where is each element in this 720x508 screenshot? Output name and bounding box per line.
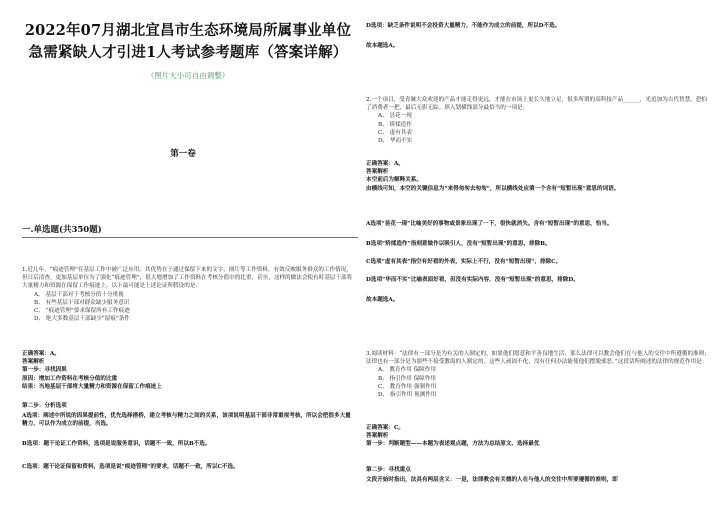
option-d: D、 华而不实: [378, 138, 413, 145]
question-1: [22, 266, 356, 323]
question-text: 3.阅读材料：“法律有一部分是为有关的人制定的，如果他们愿意和平善良地生活，那么法律可以教会他们在与他人的交往中所遵循的准则；法律也有一部分是为那些不接受教诲的人制定的，这些人顽固不化，没有任何办法能使他们摆脱邪恶。”这段话所阐述的法律的规范作用是：: [366, 351, 710, 366]
image-size-note: （图片大小可自由调整）: [146, 71, 230, 80]
step-1: 第一步：判断题型——本题为表述观点题，方法为总结原文、选择最优: [366, 441, 540, 448]
question-text: 2.一个项目，受青睐大众欢迎的产品才能走得更远，才能在市场上更长久地立足，很多所谓的高科技产品______，光追加为古代智慧，恐怕了消费者一把，最后无影无踪。填入划横线部分最恰当的一项是：: [366, 97, 707, 112]
section-divider: [22, 237, 358, 238]
analysis-d: D选项“华而不实”比喻表面好看，但没有实际内容，没有“短暂出现”的意思，排除D。: [366, 277, 579, 283]
analysis-d: D选项：缺乏条件说明不会投资大量精力，不能作为成立的前提，所以D不选。: [366, 23, 561, 29]
cause-line: 原因：增加工作资料在考核分值的比重: [22, 375, 118, 382]
step-2: 第二步：分析选项: [22, 403, 67, 409]
option-b: B、 指引作用 保障作用: [378, 375, 437, 382]
option-c: C、 “痕迹管理”要求保留所有工作痕迹: [34, 308, 130, 315]
option-a: A、 基层干部对于考核分值十分重视: [34, 291, 124, 298]
explain-line-2: 由横线可知，本空的关键信息为“来得匆匆去匆匆”，所以横线处应填一个含有“短暂出现”意思的词语。: [366, 185, 620, 192]
analysis-a: A选项“昙花一现”比喻美好的事物或景象出现了一下，很快就消失。含有“短暂出现”的意思，恰当。: [366, 221, 613, 227]
analysis-c: C选项“虚有其表”指空有好看的外表，实际上不行，没有“短暂出现”，排除C。: [366, 259, 562, 265]
answer-block-3: [366, 424, 712, 449]
analysis-c: C选项：题干论证保留和资料，选项是说“痕迹管理”的要求，话题不一致，所以C不选。: [22, 464, 239, 470]
explain-line-1: 本空前后为解释关系。: [366, 177, 422, 184]
final-answer-2: 故本题选A。: [366, 297, 399, 303]
option-a: A、 昙花一现: [378, 113, 412, 120]
answer-block-2: [366, 160, 712, 193]
option-c: C、 虚有其表: [378, 129, 413, 136]
option-b: B、 有些基层干部对群众缺少服务意识: [34, 299, 130, 306]
option-b: B、 矫揉造作: [378, 121, 412, 128]
option-a: A、 教育作用 保障作用: [378, 367, 436, 374]
explain-last-line: 文段开始时指出，法具有两层含义：一是，法律教会有关德的人在与他人的交往中所要遵循的准则，即: [366, 477, 618, 483]
question-2: [366, 96, 712, 145]
analysis-b: B选项“矫揉造作”指刻意做作以吸引人，没有“短暂出现”的意思，排除B。: [366, 241, 551, 247]
section-heading: 一.单选题(共350题): [22, 225, 102, 235]
answer-block-1: [22, 350, 356, 391]
option-d: D、 绝大多数基层干部缺少“留痕”条件: [34, 316, 130, 323]
correct-answer: 正确答案：C。: [366, 425, 405, 431]
correct-answer: 正确答案：A。: [22, 351, 60, 357]
step-2: 第二步：寻找重点: [366, 467, 411, 473]
explanation-label: 答案解析: [366, 433, 389, 440]
option-c: C、 教育作用 强制作用: [378, 383, 437, 390]
question-3: [366, 350, 712, 399]
explanation-label: 答案解析: [22, 359, 45, 366]
explanation-label: 答案解析: [366, 169, 389, 176]
option-d: D、 指引作用 预测作用: [378, 392, 437, 399]
correct-answer: 正确答案：A。: [366, 161, 404, 167]
step-1: 第一步：寻找因果: [22, 367, 67, 374]
analysis-a: A选项：阐述中所说的因果提前性，优先选择搭桥，建立考核与精力之间的关系，该项说明基层干部非常重视考核，所以会把很多大量精力，可以作为成立的前提，当选。: [22, 413, 351, 428]
final-answer-1: 故本题选A。: [366, 43, 399, 49]
analysis-b: B选项：题干论证工作资料，选项是说服务意识，话题不一致，所以B不选。: [22, 441, 211, 447]
result-line: 结果：当地基层干部将大量精力和资源在保留工作痕迹上: [22, 383, 162, 390]
question-text: 1.近几年，“痕迹管理”在基层工作中被广泛应用。其优势在于通过保留下来的文字、图片等工作资料，有效反映服务群众的工作情况，但日后清查，更加基层单位为了强化“痕迹管理”，很大地增加了工作资料在考核分值中的比重，甚至，这样的做法会使有时基层干部将大量精力和资源在保留工作痕迹上。以下最可能是上述论证所假设的是：: [22, 267, 353, 290]
document-title: 2022年07月湖北宜昌市生态环境局所属事业单位急需紧缺人才引进1人考试参考题库（答案详解）: [24, 22, 352, 61]
volume-heading: 第一卷: [170, 149, 196, 159]
